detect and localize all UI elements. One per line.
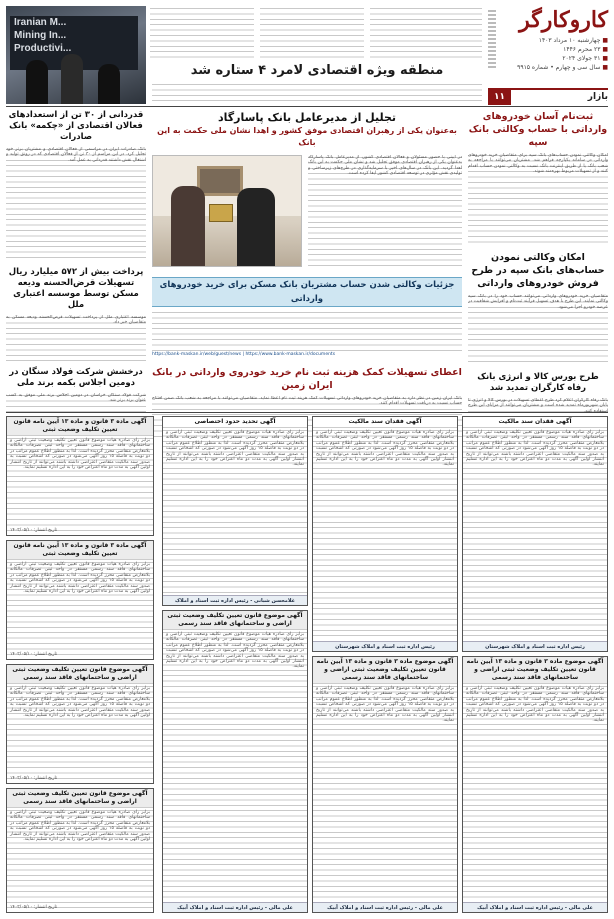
notice-title: آگهی ماده ۳ قانون و ماده ۱۳ آیین نامه قانون تعیین تکلیف وضعیت ثبتی	[7, 541, 153, 560]
notice-body: برابر رای صادره هیات موضوع قانون تعیین تکلیف وضعیت ثبتی اراضی و ساختمانهای فاقد سند رسمی مستقر در واحد ثبتی تصرفات مالکانه بلامعارض متقاضی محرز گردیده است. لذا به منظور اطلاع عموم مراتب در دو نوبت به فاصله ۱۵ روز آگهی می‌شود در صورتی که اشخاص نسبت به صدور سند مالکیت متقاضی اعتراضی داشته باشند می‌توانند از تاریخ انتشار اولین آگهی به مدت دو ماه اعتراض خود را به این اداره تسلیم نمایند.	[313, 684, 457, 913]
notice-card[interactable]	[6, 664, 154, 784]
notice-body: برابر رای صادره هیات موضوع قانون تعیین تکلیف وضعیت ثبتی اراضی و ساختمانهای فاقد سند رسمی مستقر در واحد ثبتی تصرفات مالکانه بلامعارض متقاضی محرز گردیده است. لذا به منظور اطلاع عموم مراتب در دو نوبت به فاصله ۱۵ روز آگهی می‌شود در صورتی که اشخاص نسبت به صدور سند مالکیت متقاضی اعتراضی داشته باشند می‌توانند از تاریخ انتشار اولین آگهی به مدت دو ماه اعتراض خود را به این اداره تسلیم نمایند.	[7, 684, 153, 780]
notice-title: آگهی موضوع قانون تعیین تکلیف وضعیت ثبتی اراضی و ساختمانهای فاقد سند رسمی	[7, 665, 153, 684]
lead-story	[152, 6, 482, 104]
person-silhouette	[61, 54, 83, 104]
page-number: ۱۱	[488, 89, 511, 105]
notice-signature: رئیس اداره ثبت اسناد و املاک شهرستان	[313, 641, 457, 651]
issue-date: ■ چهارشنبه ۱۰ مرداد ۱۴۰۳	[488, 36, 608, 45]
story-subtitle-pasargad: به‌عنوان یکی از رهبران اقتصادی موفق کشور و اهدا نشان ملی حکمت به این بانک	[157, 126, 457, 147]
maskan-link[interactable]: https://bank-maskan.ir/web/guest/news | https://www.bank-maskan.ir/documents	[152, 352, 336, 357]
person-silhouette	[98, 64, 120, 104]
lead-column-3	[150, 6, 254, 60]
story-title-iranzamin[interactable]: اعطای تسهیلات کمک هزینه ثبت نام خرید خودروی وارداتی در بانک ایران زمین	[152, 367, 462, 391]
conference-banner: Iranian M... Mining In... Productivi...	[10, 16, 138, 70]
notice-body: برابر رای صادره هیات موضوع قانون تعیین تکلیف وضعیت ثبتی اراضی و ساختمانهای فاقد سند رسمی مستقر در واحد ثبتی تصرفات مالکانه بلامعارض متقاضی محرز گردیده است. لذا به منظور اطلاع عموم مراتب در دو نوبت به فاصله ۱۵ روز آگهی می‌شود در صورتی که اشخاص نسبت به صدور سند مالکیت متقاضی اعتراضی داشته باشند می‌توانند از تاریخ انتشار اولین آگهی به مدت دو ماه اعتراض خود را به این اداره تسلیم نمایند.	[313, 428, 457, 640]
lead-headline[interactable]: منطقه ویژه اقتصادی لامرد ۴ ستاره شد	[190, 63, 444, 78]
notice-title: آگهی فقدان سند مالکیت	[463, 417, 607, 428]
notice-card[interactable]	[6, 540, 154, 660]
notice-signature: رئیس اداره ثبت اسناد و املاک شهرستان	[463, 641, 607, 651]
masthead	[6, 6, 608, 104]
story-title-saderat[interactable]: قدردانی از ۳۰ تن از استعدادهای فعالان اقتصادی از «چکمه» بانک صادرات	[8, 110, 144, 142]
vertical-ornament	[488, 10, 496, 70]
lead-column-2	[260, 6, 364, 60]
story-body: بانک صادرات ایران در مراسمی از فعالان اقتصادی و مشتریان برتر خود تجلیل کرد. در این مراسم از ۳۰ تن از فعالان اقتصادی که در رونق تولید و اشتغال نقش داشتند قدردانی به عمل آمد.	[6, 147, 146, 261]
highlight-maskan[interactable]: جزئیات وکالتی شدن حساب مشتریان بانک مسکن برای خرید خودروهای وارداتی	[152, 277, 462, 307]
notice-card[interactable]	[162, 416, 308, 606]
story-body: بانک ایران زمین در نظر دارد به متقاضیان خرید خودروهای وارداتی تسهیلات کمک هزینه ثبت نام اعطا نماید. متقاضیان می‌توانند با مراجعه به شعب بانک ضمن افتتاح حساب نسبت به دریافت تسهیلات اقدام کنند.	[152, 396, 462, 440]
story-title-refah-bourse[interactable]: طرح بورس کالا و انرژی بانک رفاه کارگران تمدید شد	[477, 372, 599, 393]
story-body	[152, 310, 462, 352]
story-title-sepah-proxy[interactable]: امکان وکالتی نمودن حساب‌های بانک سپه در طرح فروش خودروهای وارداتی	[471, 252, 605, 289]
wall-frame	[197, 166, 243, 196]
notice-signature: علی مالی - رئیس اداره ثبت اسناد و املاک آبیک	[163, 902, 307, 912]
left-column	[6, 110, 146, 410]
award-plaque	[209, 204, 233, 222]
story-title-sepah-registration[interactable]: ثبت‌نام آسان خودروهای وارداتی با حساب وکالتی بانک سپه	[468, 111, 608, 148]
notice-card[interactable]	[462, 656, 608, 913]
notice-card[interactable]	[6, 788, 154, 913]
notice-signature: علی مالی - رئیس اداره ثبت اسناد و املاک آبیک	[313, 902, 457, 912]
notice-date: تاریخ انتشار: ۱۴۰۳/۰۵/۱۰	[10, 776, 58, 781]
notice-title: آگهی ماده ۳ قانون و ماده ۱۳ آیین نامه قانون تعیین تکلیف وضعیت ثبتی	[7, 417, 153, 436]
person-silhouette	[237, 188, 275, 266]
story-body: شرکت فولاد سنگان خراسان در دومین اجلاس برند ملی موفق به کسب عنوان برند برتر شد.	[6, 393, 146, 427]
notice-body: برابر رای صادره هیات موضوع قانون تعیین تکلیف وضعیت ثبتی اراضی و ساختمانهای فاقد سند رسمی مستقر در واحد ثبتی تصرفات مالکانه بلامعارض متقاضی محرز گردیده است. لذا به منظور اطلاع عموم مراتب در دو نوبت به فاصله ۱۵ روز آگهی می‌شود در صورتی که اشخاص نسبت به صدور سند مالکیت متقاضی اعتراضی داشته باشند می‌توانند از تاریخ انتشار اولین آگهی به مدت دو ماه اعتراض خود را به این اداره تسلیم نمایند.	[463, 428, 607, 640]
lead-body	[152, 82, 482, 104]
notice-title: آگهی موضوع ماده ۳ قانون و ماده ۱۳ آیین نامه قانون تعیین تکلیف وضعیت ثبتی اراضی و ساختمانهای فاقد سند رسمی	[313, 657, 457, 684]
story-body: در آیینی با حضور مسئولان و فعالان اقتصادی کشور، از مدیرعامل بانک پاسارگاد به‌عنوان یکی از رهبران اقتصادی موفق تجلیل شد و نشان ملی حکمت به این بانک اهدا گردید. این بانک در سال‌های اخیر با سرمایه‌گذاری در طرح‌های زیرساختی و تولیدی نقش مؤثری در توسعه اقتصادی کشور ایفا کرده است.	[308, 155, 462, 267]
person-silhouette	[171, 186, 205, 266]
notice-body: برابر رای صادره هیات موضوع قانون تعیین تکلیف وضعیت ثبتی اراضی و ساختمانهای فاقد سند رسمی مستقر در واحد ثبتی تصرفات مالکانه بلامعارض متقاضی محرز گردیده است. لذا به منظور اطلاع عموم مراتب در دو نوبت به فاصله ۱۵ روز آگهی می‌شود در صورتی که اشخاص نسبت به صدور سند مالکیت متقاضی اعتراضی داشته باشند می‌توانند از تاریخ انتشار اولین آگهی به مدت دو ماه اعتراض خود را به این اداره تسلیم نمایند.	[163, 630, 307, 909]
lead-column-1	[370, 6, 482, 60]
notice-title: آگهی تحدید حدود اختصاصی	[163, 417, 307, 428]
story-body: بانک رفاه کارگران اعلام کرد طرح اعطای تسهیلات در بورس کالا و انرژی تا پایان شهریورماه تمدید شده است و مشتریان می‌توانند از مزایای این طرح	[468, 398, 608, 448]
notice-card[interactable]	[312, 656, 458, 913]
notice-date: تاریخ انتشار: ۱۴۰۳/۰۵/۱۰	[10, 905, 58, 910]
pasargad-story-block	[152, 155, 462, 273]
section-tag	[488, 88, 608, 104]
notice-body: برابر رای صادره هیات موضوع قانون تعیین تکلیف وضعیت ثبتی اراضی و ساختمانهای فاقد سند رسمی مستقر در واحد ثبتی تصرفات مالکانه بلامعارض متقاضی محرز گردیده است. لذا به منظور اطلاع عموم مراتب در دو نوبت به فاصله ۱۵ روز آگهی می‌شود در صورتی که اشخاص نسبت به صدور سند مالکیت متقاضی اعتراضی داشته باشند می‌توانند از تاریخ انتشار اولین آگهی به مدت دو ماه اعتراض خود را به این اداره تسلیم نمایند.	[463, 684, 607, 913]
notice-signature: غلامحسن شبانی - رئیس اداره ثبت اسناد و املاک	[163, 595, 307, 605]
section-name: بازار	[587, 92, 608, 102]
notice-date: تاریخ انتشار: ۱۴۰۳/۰۵/۱۰	[10, 528, 58, 533]
award-ceremony-photo	[152, 155, 302, 267]
story-body: امکان وکالتی نمودن حساب‌های بانک سپه برای متقاضیان خرید خودروهای وارداتی در سامانه یکپارچه فراهم شد. مشتریان می‌توانند با مراجعه به شعب بانک یا از طریق اینترنت بانک نسبت به وکالتی نمودن حساب اقدام کنند و از تسهیلات مربوط بهره‌مند شوند.	[468, 153, 608, 245]
issue-hijri-date: ■ ۲۳ محرم ۱۴۴۶	[488, 45, 608, 54]
notice-body: برابر رای صادره هیات موضوع قانون تعیین تکلیف وضعیت ثبتی اراضی و ساختمانهای فاقد سند رسمی مستقر در واحد ثبتی تصرفات مالکانه بلامعارض متقاضی محرز گردیده است. لذا به منظور اطلاع عموم مراتب در دو نوبت به فاصله ۱۵ روز آگهی می‌شود در صورتی که اشخاص نسبت به صدور سند مالکیت متقاضی اعتراضی داشته باشند می‌توانند از تاریخ انتشار اولین آگهی به مدت دو ماه اعتراض خود را به این اداره تسلیم نمایند.	[163, 428, 307, 594]
notice-body: برابر رای صادره هیات موضوع قانون تعیین تکلیف وضعیت ثبتی اراضی و ساختمانهای فاقد سند رسمی مستقر در واحد ثبتی تصرفات مالکانه بلامعارض متقاضی محرز گردیده است. لذا به منظور اطلاع عموم مراتب در دو نوبت به فاصله ۱۵ روز آگهی می‌شود در صورتی که اشخاص نسبت به صدور سند مالکیت متقاضی اعتراضی داشته باشند می‌توانند از تاریخ انتشار اولین آگهی به مدت دو ماه اعتراض خود را به این اداره تسلیم نمایند.	[7, 436, 153, 532]
notice-card[interactable]	[6, 416, 154, 536]
notice-card[interactable]	[462, 416, 608, 652]
notice-signature: علی مالی - رئیس اداره ثبت اسناد و املاک آبیک	[463, 902, 607, 912]
story-body: متقاضیان خرید خودروهای وارداتی می‌توانند حساب خود را در بانک سپه وکالتی نمایند. این طرح با هدف تسهیل فرآیند ثبت‌نام و افزایش شفافیت در عرضه خودرو اجرا می‌شود.	[468, 294, 608, 366]
issue-info	[488, 36, 608, 72]
notice-body: برابر رای صادره هیات موضوع قانون تعیین تکلیف وضعیت ثبتی اراضی و ساختمانهای فاقد سند رسمی مستقر در واحد ثبتی تصرفات مالکانه بلامعارض متقاضی محرز گردیده است. لذا به منظور اطلاع عموم مراتب در دو نوبت به فاصله ۱۵ روز آگهی می‌شود در صورتی که اشخاص نسبت به صدور سند مالکیت متقاضی اعتراضی داشته باشند می‌توانند از تاریخ انتشار اولین آگهی به مدت دو ماه اعتراض خود را به این اداره تسلیم نمایند.	[7, 808, 153, 909]
person-silhouette	[26, 60, 48, 104]
divider	[6, 412, 608, 413]
right-column	[468, 110, 608, 410]
lead-photo	[6, 6, 146, 104]
issue-number: ■ سال سی و چهارم • شماره ۹۹۱۵	[488, 63, 608, 72]
story-title-pasargad[interactable]: تجلیل از مدیرعامل بانک پاسارگاد	[217, 111, 397, 124]
story-title-melal[interactable]: پرداخت بیش از ۵۷۲ میلیارد ریال تسهیلات قرض‌الحسنه ودیعه مسکن توسط موسسه اعتباری ملل	[8, 267, 144, 310]
divider	[6, 106, 608, 107]
notice-body: برابر رای صادره هیات موضوع قانون تعیین تکلیف وضعیت ثبتی اراضی و ساختمانهای فاقد سند رسمی مستقر در واحد ثبتی تصرفات مالکانه بلامعارض متقاضی محرز گردیده است. لذا به منظور اطلاع عموم مراتب در دو نوبت به فاصله ۱۵ روز آگهی می‌شود در صورتی که اشخاص نسبت به صدور سند مالکیت متقاضی اعتراضی داشته باشند می‌توانند از تاریخ انتشار اولین آگهی به مدت دو ماه اعتراض خود را به این اداره تسلیم نمایند.	[7, 560, 153, 656]
middle-column	[152, 110, 462, 410]
notice-title: آگهی فقدان سند مالکیت	[313, 417, 457, 428]
notice-title: آگهی موضوع ماده ۳ قانون و ماده ۱۳ آیین نامه قانون تعیین تکلیف وضعیت ثبتی اراضی و ساختمانهای فاقد سند رسمی	[463, 657, 607, 684]
notice-card[interactable]	[162, 610, 308, 913]
newspaper-logo[interactable]: کاروکارگر	[519, 7, 608, 33]
notice-title: آگهی موضوع قانون تعیین تکلیف وضعیت ثبتی اراضی و ساختمانهای فاقد سند رسمی	[7, 789, 153, 808]
notice-card[interactable]	[312, 416, 458, 652]
issue-gregorian-date: ■ ۳۱ جولای ۲۰۲۴	[488, 54, 608, 63]
notice-title: آگهی موضوع قانون تعیین تکلیف وضعیت ثبتی اراضی و ساختمانهای فاقد سند رسمی	[163, 611, 307, 630]
story-body: موسسه اعتباری ملل از پرداخت تسهیلات قرض‌الحسنه ودیعه مسکن به متقاضیان خبر داد.	[6, 315, 146, 361]
legal-notices	[6, 416, 608, 913]
brand-block	[488, 6, 608, 104]
story-title-sangan[interactable]: درخشش شرکت فولاد سنگان در دومین اجلاس بکمه برند ملی	[9, 367, 143, 388]
notice-date: تاریخ انتشار: ۱۴۰۳/۰۵/۱۰	[10, 652, 58, 657]
